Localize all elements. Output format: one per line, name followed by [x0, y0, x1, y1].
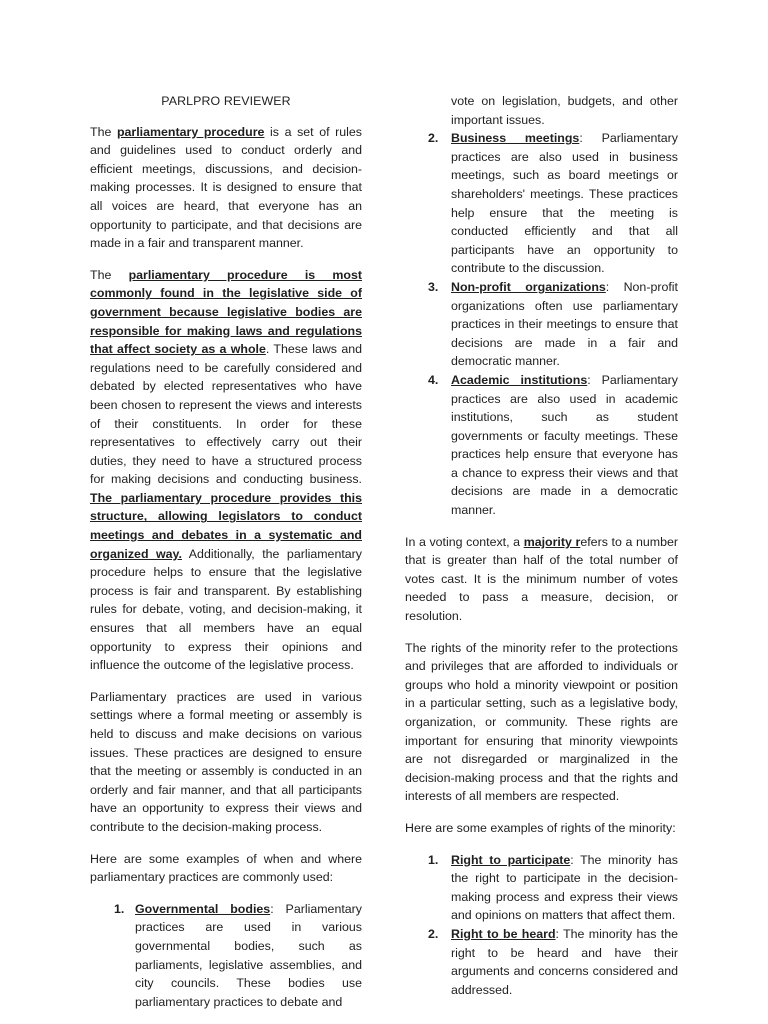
list-text: : The minority has the right to be heard and have their arguments and concerns considered and addressed.: [451, 926, 678, 997]
text-run: The: [90, 267, 129, 282]
list-number: 1.: [114, 901, 125, 916]
settings-list: [90, 900, 362, 1012]
list-term: Governmental bodies: [135, 901, 271, 916]
text-run: efers to a number that is greater than half of the total number of votes cast. It is the minimum number of votes needed to pass a measure, decision, or resolution.: [405, 534, 678, 624]
list-number: 4.: [428, 372, 439, 387]
list-text: : Parliamentary practices are also used in academic institutions, such as student governments or faculty meetings. These practices help ensure that everyone has a chance to express their views and that decisions are made in a democratic manner.: [451, 372, 679, 518]
list-item-continuation: [405, 92, 678, 129]
list-text: vote on legislation, budgets, and other important issues.: [451, 94, 678, 127]
list-text: : The minority has the right to participate in the decision-making process and express their views and opinions on matters that affect them.: [451, 852, 678, 923]
list-term: Business meetings: [451, 131, 580, 146]
majority-paragraph: [405, 533, 678, 626]
term-parliamentary-procedure: parliamentary procedure: [116, 124, 265, 139]
intro-paragraph: [90, 123, 362, 253]
list-item: [405, 129, 678, 278]
examples-intro-paragraph: Here are some examples of when and where parliamentary practices are commonly used:: [90, 851, 362, 885]
text-run: is a set of rules and guidelines used to conduct orderly and efficient meetings, discussions, and decision-making processes. It is designed to ensure that all voices are heard, that everyone has an opportunity to participate, and that decisions are made in a fair and transparent manner.: [90, 124, 362, 251]
settings-paragraph: Parliamentary practices are used in various settings where a formal meeting or assembly is held to discuss and make decisions on various issues. These practices are designed to ensure that the meeting or assembly is conducted in an orderly and fair manner, and that all participants have an opportunity to express their views and contribute to the decision-making process.: [90, 689, 362, 834]
list-item: [405, 278, 678, 371]
list-text: : Parliamentary practices are also used in business meetings, such as board meetings or shareholders' meetings. These practices help ensure that the meeting is conducted efficiently and that all participants have an opportunity to contribute to the discussion.: [451, 131, 679, 276]
minority-rights-list: [405, 851, 678, 1000]
emphasis-structure: The parliamentary procedure provides this structure, allowing legislators to conduct meetings and debates in a systematic and organized way.: [90, 490, 362, 561]
list-text: : Non-profit organizations often use parliamentary practices in their meetings to ensure that decisions are made in a fair and democratic manner.: [451, 279, 678, 369]
left-column: [90, 0, 362, 1024]
document-title: PARLPRO REVIEWER: [161, 94, 291, 108]
text-run: . These laws and regulations need to be carefully considered and debated by elected representatives who have been chosen to represent the views and interests of their constituents. In order for these representatives to effectively carry out their duties, they need to have a structured process for making decisions and conducting business.: [90, 342, 362, 487]
minority-examples-intro: Here are some examples of rights of the minority:: [405, 820, 676, 835]
list-term: Right to be heard: [451, 926, 556, 941]
legislative-paragraph: [90, 266, 362, 675]
text-run: Additionally, the parliamentary procedure helps to ensure that the legislative process is fair and transparent. By establishing rules for debate, voting, and decision-making, it ensures that all members have an equal opportunity to express their opinions and influence the outcome of the legislative process.: [90, 546, 362, 673]
list-number: 3.: [428, 279, 439, 294]
list-item: [90, 900, 362, 1012]
list-number: 2.: [428, 131, 439, 146]
list-term: Academic institutions: [451, 372, 588, 387]
minority-rights-paragraph: The rights of the minority refer to the protections and privileges that are afforded to individuals or groups who hold a minority viewpoint or position in a particular setting, such as a legislative body, organization, or community. These rights are important for ensuring that minority viewpoints are not disregarded or marginalized in the decision-making process and that the rights and interests of all members are respected.: [405, 640, 678, 804]
term-majority: majority r: [523, 534, 581, 549]
list-number: 1.: [428, 852, 439, 867]
text-run: The: [90, 124, 117, 139]
settings-list-continued: [405, 92, 678, 520]
list-term: Right to participate: [451, 852, 571, 867]
list-text: : Parliamentary practices are used in various governmental bodies, such as parliaments, legislative assemblies, and city councils. These bodies use parliamentary practices to debate and: [135, 901, 362, 1009]
emphasis-legislative: parliamentary procedure is most commonly found in the legislative side of government because legislative bodies are responsible for making laws and regulations that affect society as a whole: [90, 267, 363, 357]
right-column: [405, 0, 678, 1012]
list-number: 2.: [428, 926, 439, 941]
list-item: [405, 925, 678, 999]
text-run: In a voting context, a: [405, 534, 524, 549]
list-item: [405, 371, 678, 520]
list-term: Non-profit organizations: [451, 279, 606, 294]
list-item: [405, 851, 678, 925]
